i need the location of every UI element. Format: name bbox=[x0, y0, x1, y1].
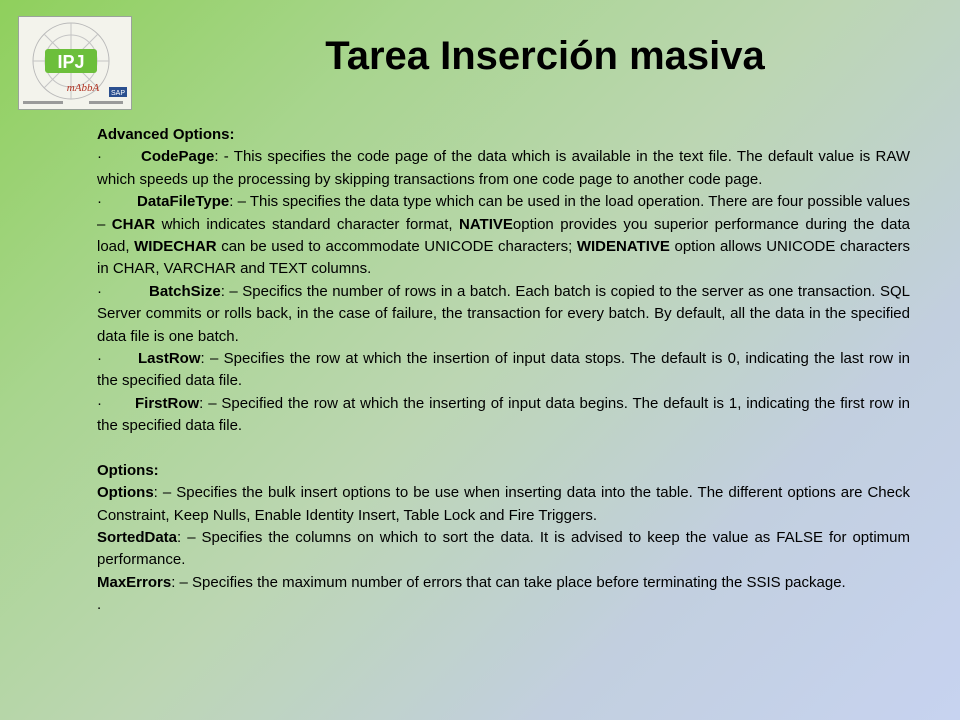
item-sorteddata: SortedData: – Specifies the columns on which to sort the data. It is advised to keep the value as FALSE for optimum performance. bbox=[97, 528, 910, 569]
logo-corner-text: SAP bbox=[110, 90, 126, 97]
item-batchsize: · BatchSize: – Specifics the number of rows in a batch. Each batch is copied to the server as one transaction. SQL Server commits or rolls back, in the case of failure, the transaction for every batch. By default, all the data in the specified data file is one batch. bbox=[97, 282, 910, 345]
logo bbox=[18, 16, 132, 110]
spacer bbox=[97, 438, 910, 460]
term-firstrow: FirstRow bbox=[135, 394, 200, 412]
term-maxerrors: MaxErrors bbox=[97, 573, 172, 591]
bullet: · bbox=[97, 282, 102, 300]
page-title: Tarea Inserción masiva bbox=[325, 34, 765, 78]
logo-graphic bbox=[19, 17, 131, 109]
item-datafiletype: · DataFileType: – This specifies the data type which can be used in the load operation. There are four possible values – CHAR which indicates standard character format, NATIVEoption provides you superior performance during the data load, WIDECHAR can be used to accommodate UNICODE characters; WIDENATIVE option allows UNICODE characters in CHAR, VARCHAR and TEXT columns. bbox=[97, 193, 910, 278]
logo-main-text: IPJ bbox=[57, 52, 85, 72]
advanced-options-heading: Advanced Options: bbox=[97, 126, 235, 143]
term-datafiletype: DataFileType bbox=[137, 193, 230, 211]
bullet: · bbox=[97, 394, 102, 412]
item-lastrow: · LastRow: – Specifies the row at which the insertion of input data stops. The default is 0, indicating the last row in the specified data file. bbox=[97, 350, 910, 390]
item-options: Options: – Specifies the bulk insert options to be use when inserting data into the table. The different options are Check Constraint, Keep Nulls, Enable Identity Insert, Table Lock and Fire Triggers. bbox=[97, 484, 910, 524]
term-codepage: CodePage bbox=[141, 148, 215, 166]
term-options: Options bbox=[97, 484, 154, 502]
bullet: · bbox=[97, 148, 102, 166]
bullet: · bbox=[97, 350, 102, 368]
item-maxerrors: MaxErrors: – Specifies the maximum number of errors that can take place before terminating the SSIS package. bbox=[97, 573, 846, 591]
content-body bbox=[97, 124, 910, 617]
term-lastrow: LastRow bbox=[138, 350, 201, 368]
options-heading: Options: bbox=[97, 461, 159, 479]
logo-sub-text: mAbbA bbox=[66, 82, 100, 94]
trailing-dot: . bbox=[97, 596, 102, 614]
bullet: · bbox=[97, 193, 102, 211]
term-batchsize: BatchSize bbox=[149, 282, 221, 300]
item-codepage: · CodePage: - This specifies the code page of the data which is available in the text file. The default value is RAW which speeds up the processing by skipping transactions from one code page to another code page. bbox=[97, 148, 910, 188]
item-firstrow: · FirstRow: – Specified the row at which the inserting of input data begins. The default is 1, indicating the first row in the specified data file. bbox=[97, 394, 910, 435]
term-sorteddata: SortedData bbox=[97, 528, 178, 546]
